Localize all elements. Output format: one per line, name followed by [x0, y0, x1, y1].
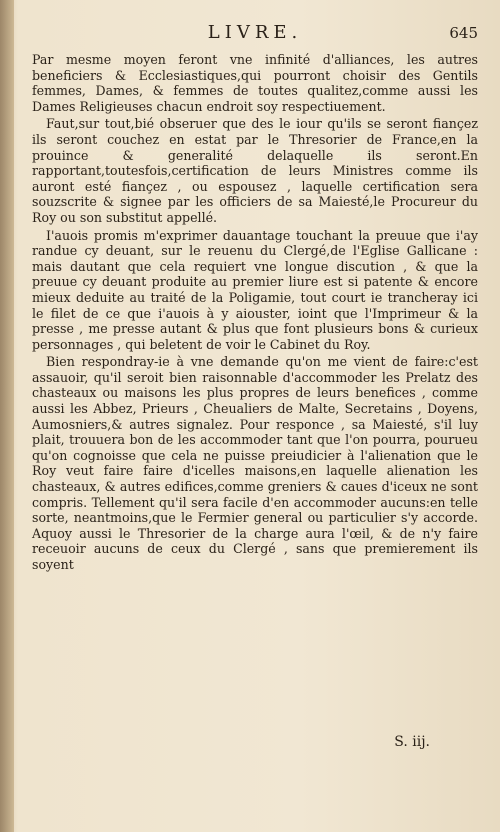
signature-mark: S. iij.: [394, 734, 430, 750]
paragraph-2: Faut,sur tout,bié obseruer que des le iour qu'ils se seront fiançez ils seront couchez en estat par le Thresorier de France,en la prouince & generalité delaquelle ils seront.En rapportant,toutesfois,certification de leurs Ministres comme ils auront esté fiançez , ou espousez , laquelle certification sera souzscrite & signee par les officiers de sa Maiesté,le Procureur du Roy ou son substitut appellé.: [32, 116, 478, 225]
book-spine-shadow: [0, 0, 14, 832]
body-text: [32, 52, 478, 573]
running-head: LIVRE.: [207, 22, 303, 43]
paragraph-1: Par mesme moyen feront vne infinité d'alliances, les autres beneficiers & Ecclesiastiques,qui pourront choisir des Gentils femmes, Dames, & femmes de toutes qualitez,comme aussi les Dames Religieuses chacun endroit soy respectiuement.: [32, 52, 478, 114]
page-number: 645: [449, 24, 478, 42]
paragraph-4: Bien respondray-ie à vne demande qu'on me vient de faire:c'est assauoir, qu'il seroit bien raisonnable d'accommoder les Prelatz des chasteaux ou maisons les plus propres de leurs benefices , comme aussi les Abbez, Prieurs , Cheualiers de Malte, Secretains , Doyens, Aumosniers,& autres signalez. Pour responce , sa Maiesté, s'il luy plait, trouuera bon de les accommoder tant que l'on pourra, pourueu qu'on cognoisse que cela ne puisse preiudicier à l'alienation que le Roy veut faire faire d'icelles maisons,en laquelle alienation les chasteaux, & autres edifices,comme greniers & caues d'iceux ne sont compris. Tellement qu'il sera facile d'en accommoder aucuns:en telle sorte, neantmoins,que le Fermier general ou particulier s'y accorde. Aquoy aussi le Thresorier de la charge aura l'œil, & de n'y faire receuoir aucuns de ceux du Clergé , sans que premierement ils soyent: [32, 354, 478, 572]
paragraph-3: I'auois promis m'exprimer dauantage touchant la preuue que i'ay randue cy deuant, sur le reuenu du Clergé,de l'Eglise Gallicane : mais dautant que cela requiert vne longue discution , & que la preuue cy deuant produite au premier liure est si patente & encore mieux deduite au traité de la Poligamie, tout court ie trancheray ici le filet de ce que i'auois à y aiouster, ioint que l'Imprimeur & la presse , me presse autant & plus que font plusieurs bons & curieux personnages , qui beletent de voir le Cabinet du Roy.: [32, 227, 478, 352]
